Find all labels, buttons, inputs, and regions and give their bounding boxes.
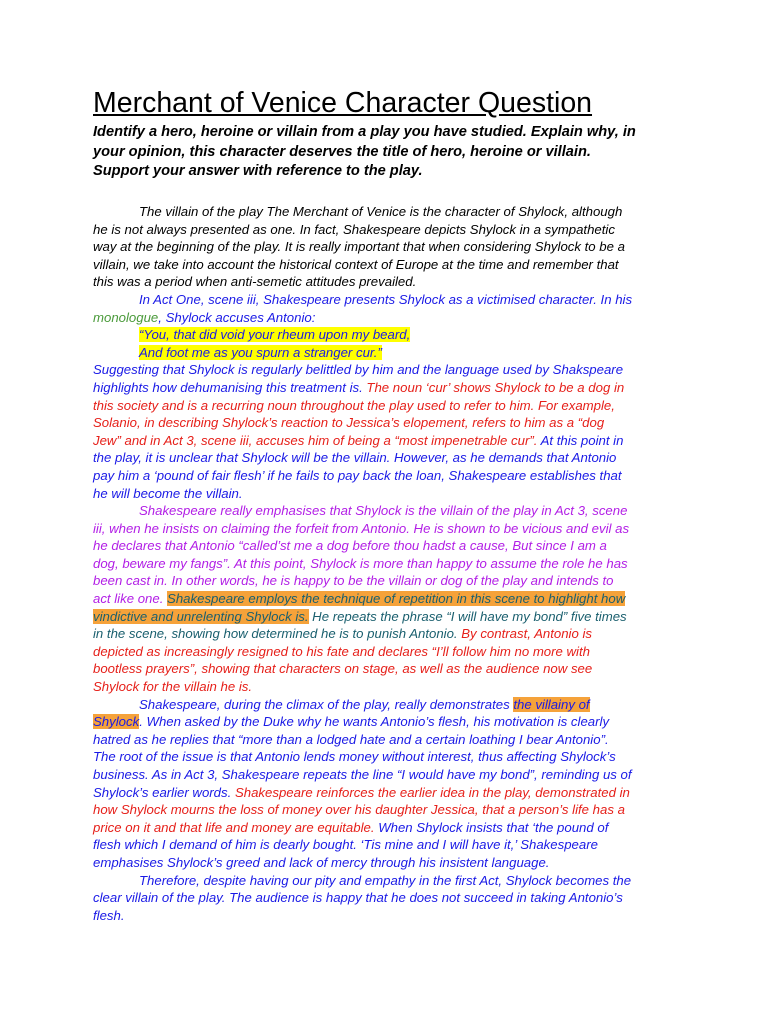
essay-line bbox=[93, 537, 678, 555]
essay-text-run: By contrast, Antonio is bbox=[461, 626, 592, 642]
essay-text-run: Shakespeare, during the climax of the play, really demonstrates bbox=[139, 696, 514, 712]
essay-text-run: flesh which I demand of him is dearly bought. ‘Tis mine and I will have it,’ Shakespeare bbox=[93, 837, 598, 853]
essay-line bbox=[93, 660, 678, 678]
essay-body bbox=[93, 203, 678, 924]
essay-text-run: he will become the villain. bbox=[93, 485, 243, 501]
essay-line bbox=[93, 625, 678, 643]
essay-text-run: iii, when he insists on claiming the forfeit from Antonio. He is shown to be vicious and evil as bbox=[93, 520, 630, 536]
prompt-line: your opinion, this character deserves the title of hero, heroine or villain. bbox=[93, 143, 591, 160]
essay-text-run: Therefore, despite having our pity and empathy in the first Act, Shylock becomes the bbox=[139, 872, 632, 888]
essay-line bbox=[93, 731, 678, 749]
essay-line bbox=[93, 696, 678, 714]
essay-text-run: price on it and that life and money are equitable. bbox=[93, 819, 379, 835]
prompt-line: Identify a hero, heroine or villain from a play you have studied. Explain why, in bbox=[93, 124, 636, 140]
essay-text-run: this society and is a recurring noun throughout the play used to refer to him. For example, bbox=[93, 397, 615, 413]
essay-line bbox=[93, 784, 678, 802]
essay-line bbox=[93, 836, 678, 854]
essay-text-run: pay him a ‘pound of fair flesh’ if he fails to pay back the loan, Shakespeare establishes that bbox=[93, 467, 622, 483]
essay-line bbox=[93, 273, 678, 291]
essay-text-run: The noun ‘cur’ shows Shylock to be a dog in bbox=[366, 379, 625, 395]
essay-line bbox=[93, 819, 678, 837]
essay-text-run: been cast in. In other words, he is happy to be the villain or dog of the play and intends to bbox=[93, 573, 614, 589]
essay-text-run: The root of the issue is that Antonio lends money without interest, thus affecting Shylock’s bbox=[93, 749, 616, 765]
essay-line bbox=[93, 555, 678, 573]
essay-line bbox=[93, 238, 678, 256]
essay-text-run: he is not always presented as one. In fact, Shakespeare depicts Shylock in a sympathetic bbox=[93, 221, 615, 237]
essay-text-run: act like one. bbox=[93, 591, 168, 607]
essay-text-run: he declares that Antonio “called’st me a dog before thou hadst a cause, But since I am a bbox=[93, 538, 607, 554]
essay-text-run: , Shylock accuses Antonio: bbox=[158, 309, 316, 325]
essay-line bbox=[93, 678, 678, 696]
essay-text-run: He repeats the phrase “I will have my bond” five times bbox=[308, 608, 627, 624]
essay-line bbox=[93, 502, 678, 520]
page-title: Merchant of Venice Character Question bbox=[93, 87, 593, 119]
essay-line bbox=[93, 256, 678, 274]
essay-line bbox=[93, 467, 678, 485]
essay-text-run: Shakespeare really emphasises that Shylock is the villain of the play in Act 3, scene bbox=[139, 503, 628, 519]
essay-text-run: way at the beginning of the play. It is really important that when considering Shylock to be a bbox=[93, 239, 625, 255]
essay-text-run: monologue bbox=[93, 309, 159, 325]
highlighted-text: And foot me as you spurn a stranger cur.” bbox=[139, 344, 382, 360]
essay-line bbox=[93, 889, 678, 907]
essay-line bbox=[93, 449, 678, 467]
essay-text-run: The villain of the play The Merchant of Venice is the character of Shylock, although bbox=[139, 204, 623, 219]
essay-line bbox=[93, 485, 678, 503]
essay-line bbox=[93, 801, 678, 819]
essay-line bbox=[93, 643, 678, 661]
essay-line bbox=[93, 309, 678, 327]
essay-text-run: hatred as he replies that “more than a lodged hate and a certain loathing I bear Antonio”. bbox=[93, 731, 609, 747]
essay-text-run: business. As in Act 3, Shakespeare repeats the line “I would have my bond”, reminding us of bbox=[93, 767, 632, 782]
essay-line bbox=[93, 872, 678, 890]
essay-line bbox=[93, 520, 678, 538]
highlighted-text: Shakespeare employs the technique of repetition in this scene to highlight how bbox=[167, 591, 626, 607]
essay-text-run: flesh. bbox=[93, 907, 125, 923]
essay-line bbox=[93, 379, 678, 397]
essay-text-run: Shylock’s earlier words. bbox=[93, 784, 235, 800]
essay-text-run: how Shylock mourns the loss of money over his daughter Jessica, that a person’s life has a bbox=[93, 802, 625, 818]
essay-text-run: depicted as increasingly resigned to his fate and declares “I’ll follow him no more with bbox=[93, 643, 590, 659]
essay-line bbox=[93, 326, 678, 344]
essay-text-run: Jew” and in Act 3, scene iii, accuses him of being a “most impenetrable cur”. bbox=[93, 432, 541, 448]
essay-text-run: highlights how dehumanising this treatment is. bbox=[93, 379, 367, 395]
essay-line bbox=[93, 748, 678, 766]
essay-text-run: . When asked by the Duke why he wants Antonio’s flesh, his motivation is clearly bbox=[139, 714, 610, 730]
essay-text-run: bootless prayers”, showing that characters on stage, as well as the audience now see bbox=[93, 661, 593, 677]
essay-line bbox=[93, 344, 678, 362]
essay-text-run: Suggesting that Shylock is regularly belittled by him and the language used by Shakspeare bbox=[93, 362, 624, 378]
essay-line bbox=[93, 766, 678, 784]
highlighted-text: Shylock bbox=[93, 714, 140, 730]
essay-line bbox=[93, 713, 678, 731]
essay-line bbox=[93, 854, 678, 872]
essay-text-run: When Shylock insists that ‘the pound of bbox=[378, 819, 609, 835]
highlighted-text: vindictive and unrelenting Shylock is. bbox=[93, 608, 309, 624]
essay-text-run: Solanio, in describing Shylock’s reaction to Jessica’s elopement, refers to him as a “dog bbox=[93, 415, 605, 431]
essay-line bbox=[93, 907, 678, 925]
essay-text-run: the play, it is unclear that Shylock will be the villain. However, as he demands that Antonio bbox=[93, 450, 617, 466]
essay-line bbox=[93, 397, 678, 415]
prompt-line: Support your answer with reference to the play. bbox=[93, 163, 423, 179]
highlighted-text: “You, that did void your rheum upon my beard, bbox=[139, 327, 411, 343]
essay-line bbox=[93, 590, 678, 608]
essay-prompt bbox=[93, 123, 693, 182]
essay-text-run: emphasises Shylock’s greed and lack of mercy through his insistent language. bbox=[93, 854, 550, 870]
essay-line bbox=[93, 361, 678, 379]
essay-line bbox=[93, 291, 678, 309]
essay-text-run: in the scene, showing how determined he is to punish Antonio. bbox=[93, 626, 462, 642]
essay-text-run: Shakespeare reinforces the earlier idea in the play, demonstrated in bbox=[234, 784, 630, 800]
essay-text-run: clear villain of the play. The audience is happy that he does not succeed in taking Antonio’s bbox=[93, 890, 623, 906]
essay-line bbox=[93, 203, 678, 221]
essay-line bbox=[93, 608, 678, 626]
essay-text-run: In Act One, scene iii, Shakespeare presents Shylock as a victimised character. In his bbox=[139, 291, 633, 307]
essay-line bbox=[93, 432, 678, 450]
essay-line bbox=[93, 414, 678, 432]
essay-text-run: this was a period when anti-semetic attitudes prevailed. bbox=[93, 274, 417, 290]
essay-line bbox=[93, 572, 678, 590]
essay-text-run: At this point in bbox=[540, 432, 624, 448]
essay-text-run: Shylock for the villain he is. bbox=[93, 679, 253, 695]
highlighted-text: the villainy of bbox=[513, 696, 590, 712]
essay-text-run: dog, beware my fangs”. At this point, Shylock is more than happy to assume the role he has bbox=[93, 555, 628, 571]
essay-text-run: villain, we take into account the historical context of Europe at the time and remember that bbox=[93, 256, 619, 272]
essay-line bbox=[93, 221, 678, 239]
